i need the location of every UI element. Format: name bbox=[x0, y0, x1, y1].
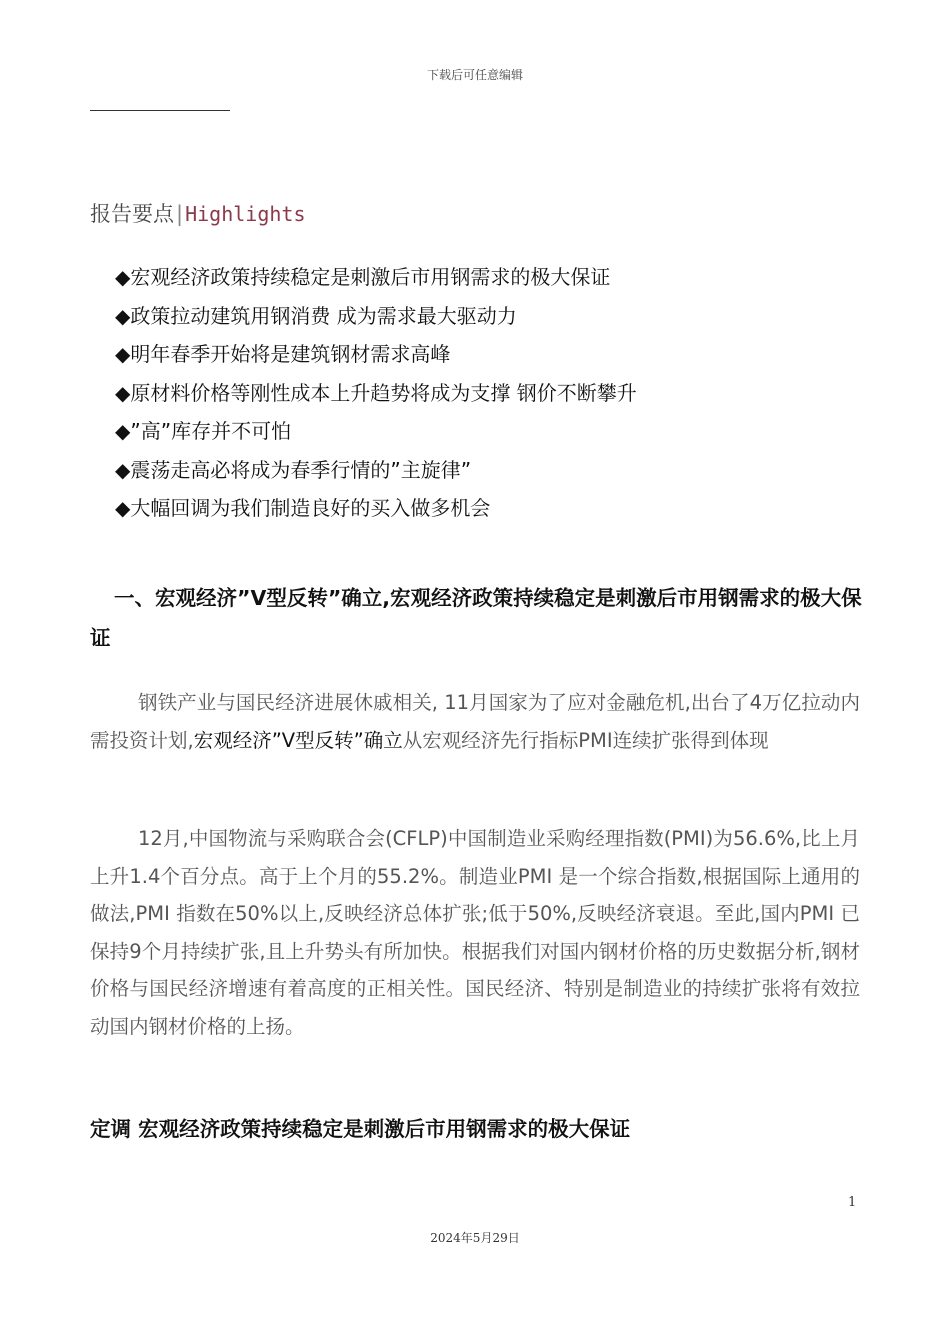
highlights-heading-zh: 报告要点 bbox=[90, 202, 174, 226]
highlights-heading-en: Highlights bbox=[185, 202, 306, 226]
highlight-item: ◆”高”库存并不可怕 bbox=[115, 419, 292, 443]
paragraph-intro bbox=[90, 684, 860, 759]
footer-date: 2024年5月29日 bbox=[430, 1231, 520, 1245]
section-title: 一、宏观经济”V型反转”确立,宏观经济政策持续稳定是刺激后市用钢需求的极大保证 bbox=[90, 586, 862, 650]
paragraph-pmi: 12月,中国物流与采购联合会(CFLP)中国制造业采购经理指数(PMI)为56.6%,比上月上升1.4个百分点。高于上个月的55.2%。制造业PMI 是一个综合指数,根据国际上通用的做法,PMI 指数在50%以上,反映经济总体扩张;低于50%,反映经济衰退。至此,国内PMI 已保持9个月持续扩张,且上升势头有所加快。根据我们对国内钢材价格的历史数据分析,钢材价格与国民经济增速有着高度的正相关性。国民经济、特别是制造业的持续扩张将有效拉动国内钢材价格的上扬。 bbox=[90, 827, 860, 1038]
paragraph-intro-text-b: 从宏观经济先行指标PMI连续扩张得到体现 bbox=[402, 728, 769, 752]
highlights-heading-separator: | bbox=[176, 202, 184, 226]
highlight-item: ◆政策拉动建筑用钢消费 成为需求最大驱动力 bbox=[115, 303, 517, 328]
paragraph-intro-emphasis: 宏观经济”V型反转”确立 bbox=[193, 728, 403, 752]
highlight-item: ◆震荡走高必将成为春季行情的”主旋律” bbox=[115, 457, 472, 482]
highlight-item: ◆原材料价格等刚性成本上升趋势将成为支撑 钢价不断攀升 bbox=[115, 380, 637, 405]
page-number: 1 bbox=[848, 1195, 857, 1210]
highlights-list bbox=[115, 258, 637, 528]
highlight-item: ◆大幅回调为我们制造良好的买入做多机会 bbox=[115, 496, 491, 520]
highlight-item: ◆明年春季开始将是建筑钢材需求高峰 bbox=[115, 342, 451, 366]
header-note: 下载后可任意编辑 bbox=[426, 68, 523, 82]
highlight-item: ◆宏观经济政策持续稳定是刺激后市用钢需求的极大保证 bbox=[115, 265, 611, 289]
paragraph-intro-text-a: 钢铁产业与国民经济进展休戚相关, 11月国家为了应对金融危机,出台了4万亿拉动内需投资计划, bbox=[90, 691, 860, 752]
highlights-heading bbox=[90, 198, 306, 228]
subheading-conclusion: 定调 宏观经济政策持续稳定是刺激后市用钢需求的极大保证 bbox=[90, 1117, 631, 1141]
header-rule bbox=[90, 110, 230, 111]
